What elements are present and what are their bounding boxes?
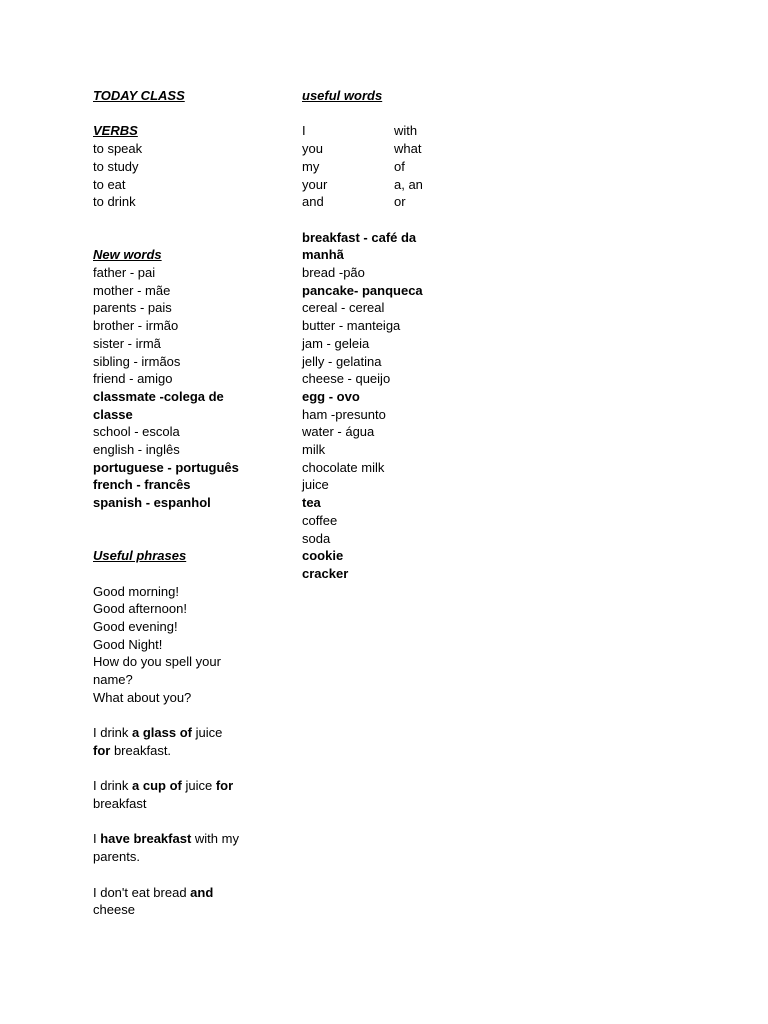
new-word-item: friend - amigo (93, 371, 173, 387)
food-item: coffee (302, 512, 338, 528)
new-word-item: sibling - irmãos (93, 353, 181, 369)
sentence-glass-line-2: for breakfast. (93, 742, 172, 758)
useful-phrases-heading: Useful phrases (93, 548, 187, 564)
useful-words-heading: useful words (302, 88, 383, 103)
right-column (302, 87, 502, 583)
new-word-item: sister - irmã (93, 335, 161, 351)
food-item: butter - manteiga (302, 318, 401, 334)
food-item: egg - ovo (302, 388, 360, 404)
food-item: milk (302, 442, 326, 458)
sentence-breakfast-line-1: I have breakfast with my (93, 831, 239, 847)
new-word-item: brother - irmão (93, 318, 179, 334)
phrase-item: What about you? (93, 689, 192, 705)
food-item: bread -pão (302, 265, 365, 280)
phrase-item: How do you spell your (93, 654, 221, 670)
sentence-cup-line-1: I drink a cup of juice for (93, 778, 234, 794)
new-word-item: spanish - espanhol (93, 495, 211, 511)
food-item: ham -presunto (302, 406, 386, 422)
word-pair-row: my of (302, 158, 405, 174)
food-item: cookie (302, 548, 344, 564)
food-item: manhã (302, 247, 344, 263)
left-column (93, 87, 283, 919)
new-word-item: classe (93, 406, 133, 422)
word-pair-row: I with (302, 123, 418, 139)
phrase-item: Good evening! (93, 619, 178, 635)
food-item: jelly - gelatina (302, 353, 382, 369)
verb-item: to speak (93, 141, 143, 157)
today-class-heading: TODAY CLASS (93, 88, 185, 103)
new-word-item: portuguese - português (93, 459, 239, 475)
food-item: soda (302, 530, 331, 546)
food-item: breakfast - café da (302, 229, 417, 245)
verb-item: to study (93, 158, 139, 174)
food-item: pancake- panqueca (302, 282, 423, 298)
food-item: cheese - queijo (302, 371, 391, 387)
word-pair-row: and or (302, 194, 406, 210)
phrase-item: Good morning! (93, 583, 179, 599)
phrase-item: Good afternoon! (93, 601, 187, 617)
food-item: water - água (302, 424, 375, 440)
food-item: tea (302, 495, 321, 511)
food-item: cracker (302, 565, 349, 581)
food-item: chocolate milk (302, 459, 385, 475)
word-pair-row: you what (302, 141, 422, 157)
new-word-item: french - francês (93, 477, 191, 493)
word-pair-row: your a, an (302, 176, 423, 192)
new-word-item: mother - mãe (93, 282, 171, 298)
sentence-bread-line-1: I don't eat bread and (93, 884, 214, 900)
new-word-item: father - pai (93, 265, 156, 280)
sentence-glass-line-1: I drink a glass of juice (93, 725, 223, 741)
sentence-bread-line-2: cheese (93, 902, 135, 918)
food-item: cereal - cereal (302, 300, 385, 316)
sentence-breakfast-line-2: parents. (93, 849, 140, 865)
new-word-item: classmate -colega de (93, 388, 224, 404)
phrase-item: Good Night! (93, 636, 163, 652)
verb-item: to eat (93, 176, 126, 192)
new-words-heading: New words (93, 247, 162, 263)
new-word-item: school - escola (93, 424, 180, 440)
new-word-item: parents - pais (93, 300, 172, 316)
verb-item: to drink (93, 194, 136, 210)
phrase-item: name? (93, 672, 133, 688)
new-word-item: english - inglês (93, 442, 180, 458)
verbs-heading: VERBS (93, 123, 138, 139)
sentence-cup-line-2: breakfast (93, 796, 147, 812)
food-item: juice (302, 477, 329, 493)
food-item: jam - geleia (302, 335, 370, 351)
